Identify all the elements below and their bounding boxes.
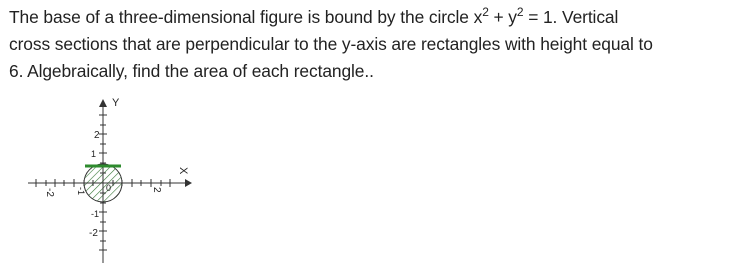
x-axis-label: X — [177, 167, 189, 175]
circle-cross-section-figure — [28, 93, 192, 263]
problem-line-1-text: The base of a three-dimensional figure is bound by the circle x — [9, 7, 483, 27]
y-tick-label-neg1: -1 — [91, 209, 100, 219]
problem-line-1-end: = 1. Vertical — [523, 7, 619, 27]
problem-statement — [9, 4, 735, 85]
x-axis-arrow — [185, 179, 192, 187]
y-axis-arrow — [99, 99, 107, 107]
exponent-x: 2 — [482, 5, 489, 19]
y-tick-label-neg2: -2 — [89, 228, 98, 239]
problem-line-3: 6. Algebraically, find the area of each rectangle.. — [9, 61, 374, 81]
x-tick-label-pos2: 2 — [151, 187, 162, 193]
figure-svg — [28, 93, 192, 263]
y-tick-label-pos1: 1 — [91, 149, 97, 159]
exponent-y: 2 — [516, 5, 524, 19]
y-axis-label: Y — [112, 97, 120, 109]
x-tick-label-neg1: -1 — [76, 187, 86, 196]
y-tick-label-pos2: 2 — [94, 130, 100, 141]
problem-line-1 — [9, 4, 735, 31]
x-tick-label-neg2: -2 — [44, 188, 55, 197]
problem-line-1-middle: + y — [488, 7, 517, 27]
origin-label: 0 — [106, 183, 112, 193]
problem-line-2: cross sections that are perpendicular to the y-axis are rectangles with height equal to — [9, 34, 653, 54]
